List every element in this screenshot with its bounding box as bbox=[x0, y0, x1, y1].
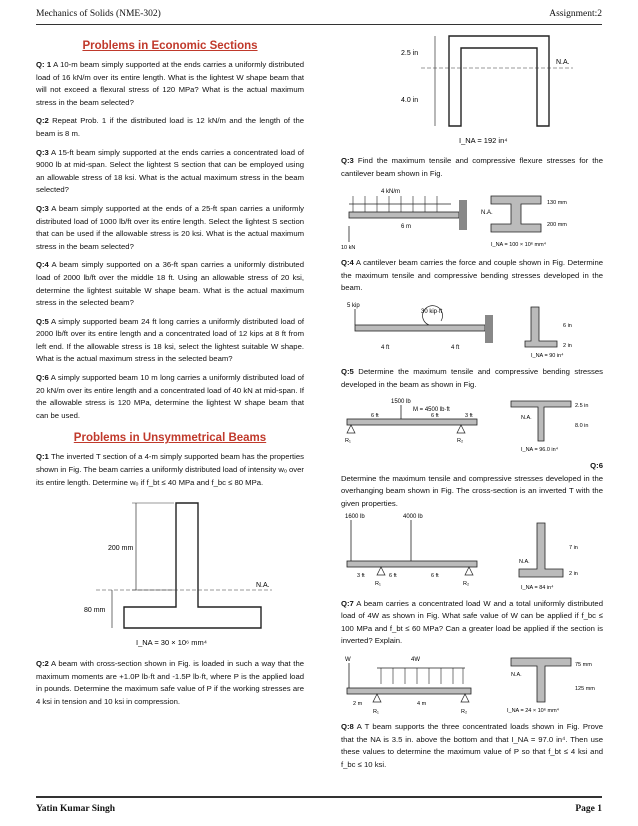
force-label: 10 kN bbox=[341, 245, 356, 252]
reaction-2: R₂ bbox=[461, 708, 468, 715]
unsym-question-2: Q:2 A beam with cross-section shown in Fig. is loaded in such a way that the maximum moments are +1.0P lb·ft and -1.5P lb·ft, where P is the applied load in pounds. Determine the maximum safe value of P if the working stresses are 4 ksi in tension and 10 ksi in compression. bbox=[36, 659, 304, 706]
force-label: 5 kip bbox=[347, 302, 360, 309]
question-3b: Q:3 A beam simply supported at the ends of a 25-ft span carries a uniformly distributed load of 1000 lb/ft over its entire length. Select the lightest S section that can be used if the allowable stress is 20 ksi. What is the actual maximum stress in the beam selected? bbox=[36, 203, 304, 251]
dim-4-0in: 4.0 in bbox=[401, 97, 419, 104]
page-footer bbox=[36, 796, 602, 820]
dim-130mm: 130 mm bbox=[547, 200, 567, 207]
na-label: N.A. bbox=[511, 671, 522, 678]
dim-2-5in: 2.5 in bbox=[401, 50, 419, 57]
inertia-label: I_NA = 96.0 in⁴ bbox=[521, 447, 559, 454]
beam-moment-diagram bbox=[341, 397, 603, 455]
right-column bbox=[341, 30, 603, 777]
question-2: Q:2 Repeat Prob. 1 if the distributed load is 12 kN/m and the length of the beam is 8 m. bbox=[36, 116, 304, 138]
question-3: Q:3 A 15-ft beam simply supported at the ends carries a concentrated load of 9000 lb at mid-span. Select the lightest S section that can be employed using an allowable stress of 18 ksi. What is the actual maximum stress in the beam selected? bbox=[36, 147, 304, 195]
inertia-label: I_NA = 192 in⁴ bbox=[459, 136, 508, 145]
na-label: N.A. bbox=[521, 415, 532, 422]
dim-8-0in: 8.0 in bbox=[575, 423, 589, 430]
author-name: Yatin Kumar Singh bbox=[36, 804, 116, 814]
force-2: 4000 lb bbox=[403, 513, 423, 520]
figure-channel bbox=[341, 30, 603, 155]
question-r5: Q:5 Determine the maximum tensile and compressive bending stresses developed in the beam as shown in Fig. bbox=[341, 366, 603, 389]
udl-label: 4 kN/m bbox=[381, 189, 401, 196]
load-4w: 4W bbox=[411, 656, 420, 663]
figure-cantilever-couple bbox=[341, 301, 603, 366]
dim-7in: 7 in bbox=[569, 544, 578, 551]
reaction-1: R₁ bbox=[375, 580, 381, 587]
dim-80mm: 80 mm bbox=[84, 607, 106, 615]
question-r3: Q:3 Find the maximum tensile and compressive flexure stresses for the cantilever beam shown in Fig. bbox=[341, 156, 603, 178]
question-5: Q:5 A simply supported beam 24 ft long carries a uniformly distributed load of 2000 lb/ft over its entire length and a concentrated load of 12 kips at 8 ft from left end. If the allowable stress is 18 ksi, select the lightest suitable W shape. What is the actual maximum stress in the selected beam? bbox=[36, 316, 304, 364]
course-title: Mechanics of Solids (NME-302) bbox=[36, 9, 161, 19]
na-label: N.A. bbox=[519, 558, 530, 565]
span-2: 4 m bbox=[417, 700, 427, 707]
reaction-1: R₁ bbox=[345, 438, 351, 445]
question-r7: Q:7 A beam carries a concentrated load W and a total uniformly distributed load of 4W as shown in Fig. What safe value of W can be applied if f_bc ≤ 100 MPa and f_bt ≤ 60 MPa? Can a greater load be applied if the section is inverted? Explain. bbox=[341, 598, 603, 646]
dim-200mm: 200 mm bbox=[547, 222, 567, 229]
reaction-2: R₂ bbox=[457, 438, 464, 445]
dim-6in: 6 in bbox=[563, 322, 572, 329]
na-label: N.A. bbox=[256, 582, 270, 590]
na-label: N.A. bbox=[481, 210, 493, 217]
dim-2in: 2 in bbox=[569, 570, 578, 577]
q6-label: Q:6 bbox=[590, 461, 603, 471]
beam-w-4w-diagram bbox=[341, 654, 603, 716]
section-heading-economic: Problems in Economic Sections bbox=[82, 40, 258, 52]
figure-inverted-t bbox=[36, 495, 304, 658]
dim-75mm: 75 mm bbox=[575, 661, 592, 668]
moment-label: M = 4500 lb·ft bbox=[413, 407, 450, 414]
inertia-label: I_NA = 84 in⁴ bbox=[521, 584, 554, 591]
question-1: Q: 1 A 10-m beam simply supported at the ends carries a uniformly distributed load of 16 kN/m over its entire length. What is the lightest W shape beam that will not exceed a flexural stress of 120 MPa? What is the actual maximum stress in the beam selected? bbox=[36, 60, 304, 107]
cantilever-udl-diagram bbox=[341, 186, 603, 252]
span-3: 6 ft bbox=[431, 572, 439, 579]
span-3: 3 ft bbox=[465, 413, 473, 420]
figure-cantilever-udl bbox=[341, 186, 603, 257]
span-1: 4 ft bbox=[381, 344, 390, 351]
dim-125mm: 125 mm bbox=[575, 685, 595, 692]
load-w: W bbox=[345, 656, 351, 663]
question-r6: Q:6 Determine the maximum tensile and compressive stresses developed in the overhanging beam shown in Fig. The cross-section is an inverted T with the given properties. bbox=[341, 461, 603, 508]
span-1: 2 m bbox=[353, 700, 363, 707]
dim-2in: 2 in bbox=[563, 342, 572, 349]
span-1: 6 ft bbox=[371, 413, 379, 420]
span-2: 6 ft bbox=[431, 413, 439, 420]
span-2: 6 ft bbox=[389, 572, 397, 579]
reaction-2: R₂ bbox=[463, 580, 470, 587]
span-2: 4 ft bbox=[451, 344, 460, 351]
span-1: 3 ft bbox=[357, 572, 365, 579]
inertia-label: I_NA = 30 × 10⁶ mm⁴ bbox=[136, 638, 207, 648]
question-6: Q:6 A simply supported beam 10 m long carries a uniformly distributed load of 20 kN/m over its entire length and a concentrated load of 40 kN at mid-span. If the allowable stress is 120 MPa, determine the lightest W shape beam that can be used. bbox=[36, 373, 304, 420]
assignment-label: Assignment:2 bbox=[549, 9, 602, 19]
dim-200mm: 200 mm bbox=[108, 545, 134, 553]
force-1: 1600 lb bbox=[345, 513, 365, 520]
inertia-label: I_NA = 90 in⁴ bbox=[531, 352, 564, 359]
question-r8: Q:8 A T beam supports the three concentrated loads shown in Fig. Prove that the NA is 3.5 in. above the bottom and that I_NA = 97.0 in⁴. Then use these values to determine the maximum value of P so that f_bt ≤ 4 ksi and f_bc ≤ 10 ksi. bbox=[341, 721, 603, 769]
couple-label: 30 kip·ft bbox=[421, 308, 443, 315]
question-r4: Q:4 A cantilever beam carries the force and couple shown in Fig. Determine the maximum tensile and compressive bending stresses developed in the beam. bbox=[341, 258, 603, 293]
span-label: 6 m bbox=[401, 224, 412, 231]
section-heading-unsymmetrical: Problems in Unsymmetrical Beams bbox=[73, 432, 267, 445]
reaction-1: R₁ bbox=[373, 708, 379, 715]
channel-diagram bbox=[341, 30, 603, 150]
dim-2-5in: 2.5 in bbox=[575, 403, 589, 410]
force-label: 1500 lb bbox=[391, 399, 411, 406]
na-label: N.A. bbox=[556, 59, 570, 66]
page-header bbox=[36, 6, 602, 25]
unsym-question-1: Q:1 The inverted T section of a 4-m simply supported beam has the properties shown in Fig. The beam carries a uniformly distributed load of intensity wₒ over its entire length. Determine wₒ if f_bt ≤ 40 MPa and f_bc ≤ 80 MPa. bbox=[36, 452, 304, 487]
page-number: Page 1 bbox=[575, 804, 602, 814]
inverted-t-diagram bbox=[36, 495, 304, 653]
figure-simply-supported-moment bbox=[341, 397, 603, 460]
overhanging-beam-diagram bbox=[341, 511, 603, 593]
question-4: Q:4 A beam simply supported on a 36-ft span carries a uniformly distributed load of 2000 lb/ft over the middle 18 ft. Using an allowable stress of 20 ksi, determine the lightest suitable W shape beam. What is the actual maximum stress in the selected beam? bbox=[36, 260, 304, 308]
inertia-label: I_NA = 24 × 10⁶ mm⁴ bbox=[507, 707, 560, 714]
cantilever-couple-diagram bbox=[341, 301, 603, 361]
inertia-label: I_NA = 100 × 10⁶ mm⁴ bbox=[491, 242, 547, 249]
left-column bbox=[36, 30, 304, 715]
figure-overhanging-beam bbox=[341, 511, 603, 598]
figure-beam-w-4w bbox=[341, 654, 603, 721]
